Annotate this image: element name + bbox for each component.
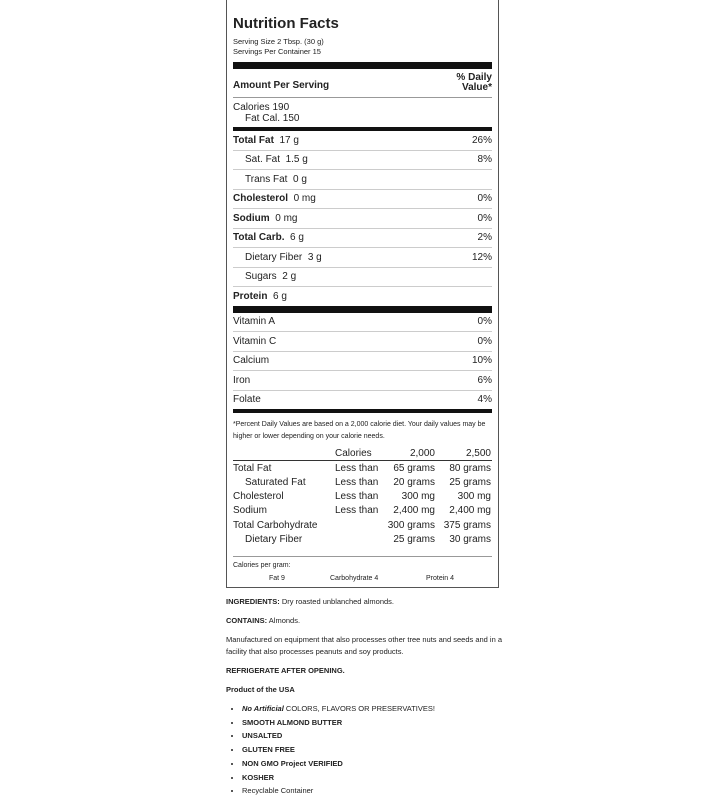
nutrient-row: Sugars 2 g: [233, 268, 492, 288]
nutrient-row: Total Carb. 6 g 2%: [233, 229, 492, 249]
list-item: • GLUTEN FREE: [242, 743, 506, 757]
daily-value-header: % Daily Value*: [456, 72, 492, 93]
refrigerate-note: REFRIGERATE AFTER OPENING.: [226, 666, 345, 675]
divider-thick: [233, 306, 492, 313]
vitamin-row: Folate 4%: [233, 394, 492, 406]
cpg-fat: Fat 9: [269, 575, 285, 583]
calories: Calories 190: [233, 102, 290, 113]
product-origin: Product of the USA: [226, 685, 295, 694]
table-row: Total Carbohydrate 300 grams 375 grams: [233, 519, 491, 531]
feature-list: [226, 702, 506, 798]
table-row: Dietary Fiber 25 grams 30 grams: [245, 533, 491, 545]
nutrient-row: Cholesterol 0 mg 0%: [233, 190, 492, 210]
ingredients: INGREDIENTS: Dry roasted unblanched almonds.: [226, 597, 394, 606]
calories-per-gram-values: [233, 575, 492, 582]
vitamin-row: Calcium 10%: [233, 352, 492, 372]
table-header: Calories 2,000 2,500: [233, 446, 492, 461]
list-item: • UNSALTED: [242, 729, 506, 743]
calories-block: [233, 98, 492, 127]
product-info: [226, 596, 506, 798]
list-item: • No Artificial COLORS, FLAVORS OR PRESERVATIVES!: [242, 702, 506, 716]
nutrient-row: Dietary Fiber 3 g 12%: [233, 248, 492, 268]
vitamins-list: [233, 313, 492, 410]
fat-calories: Fat Cal. 150: [245, 113, 300, 124]
daily-value-footnote: *Percent Daily Values are based on a 2,000 calorie diet. Your daily values may be higher or lower depending on your calorie needs.: [233, 421, 486, 440]
table-row: Saturated Fat Less than 20 grams 25 grams: [245, 476, 491, 488]
manufacturing-note: Manufactured on equipment that also processes other tree nuts and seeds and in a facility that also processes peanuts and soy products.: [226, 635, 503, 656]
amount-header-row: [233, 69, 492, 97]
list-item: • NON GMO Project VERIFIED: [242, 757, 506, 771]
cpg-carb: Carbohydrate 4: [330, 575, 379, 583]
nutrient-row: Protein 6 g: [233, 290, 287, 302]
daily-values-table: [233, 446, 492, 546]
label-title: Nutrition Facts: [233, 15, 339, 32]
nutrient-row: Sat. Fat 1.5 g 8%: [233, 151, 492, 171]
vitamin-row: Vitamin C 0%: [233, 332, 492, 352]
list-item: • SMOOTH ALMOND BUTTER: [242, 716, 506, 730]
list-item: • Recyclable Container: [242, 784, 506, 798]
amount-per-serving: Amount Per Serving: [233, 80, 330, 91]
nutrient-row: Trans Fat 0 g: [233, 170, 492, 190]
calories-per-gram: Calories per gram:: [233, 556, 492, 569]
nutrient-row: Total Fat 17 g 26%: [233, 131, 492, 151]
nutrition-facts-label: [226, 0, 499, 588]
vitamin-row: Iron 6%: [233, 371, 492, 391]
contains: CONTAINS: Almonds.: [226, 616, 301, 625]
servings-per-container: Servings Per Container 15: [233, 47, 321, 56]
list-item: • KOSHER: [242, 771, 506, 785]
divider-thick: [233, 62, 492, 69]
vitamin-row: Vitamin A 0%: [233, 313, 492, 333]
table-row: Sodium Less than 2,400 mg 2,400 mg: [233, 505, 491, 517]
nutrients-list: [233, 131, 492, 306]
table-row: Cholesterol Less than 300 mg 300 mg: [233, 491, 491, 503]
nutrient-row: Sodium 0 mg 0%: [233, 209, 492, 229]
table-row: Total Fat Less than 65 grams 80 grams: [233, 462, 491, 474]
cpg-protein: Protein 4: [426, 575, 455, 583]
serving-size: Serving Size 2 Tbsp. (30 g): [233, 37, 324, 46]
